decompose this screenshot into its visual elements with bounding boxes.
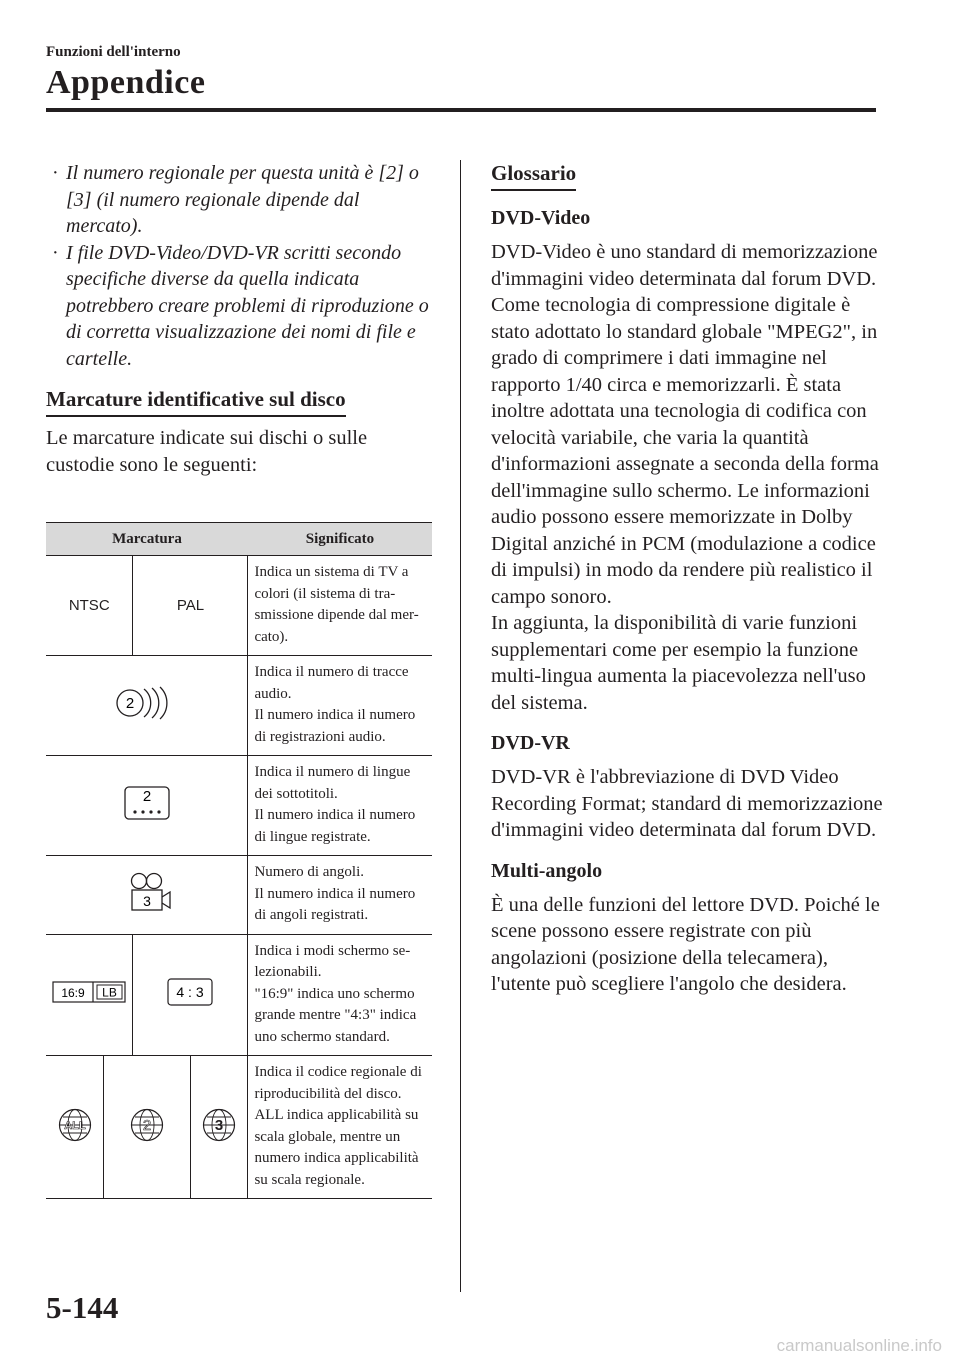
region-3-globe-icon (202, 1108, 236, 1142)
table-row (46, 1056, 432, 1199)
list-item: · Il numero regionale per questa unità è [2] o [3] (il numero regionale dipende dal mercato). (52, 162, 419, 237)
table-row (46, 656, 432, 756)
page-number: 5-144 (46, 1290, 119, 1325)
column-divider (460, 160, 461, 1292)
glossary-term: DVD-Video (491, 207, 591, 229)
page-title: Appendice (46, 64, 206, 101)
section-label: Funzioni dell'interno (46, 44, 181, 60)
region-all-label: ALL (64, 1119, 86, 1132)
watermark: carmanualsonline.info (776, 1336, 942, 1355)
table-cell: Indica i modi schermo se-lezionabili. "16:9" indica uno schermo grande mentre "4:3" indica uno schermo standard. (248, 934, 432, 1056)
region-3-number: 3 (215, 1116, 224, 1134)
letterbox-label: LB (102, 985, 118, 1000)
glossary-definition: DVD-Video è uno standard di memorizzazione d'immagini video determinata dal forum DVD. Come tecnologia di compressione digitale è stato adottato lo standard globale "MPEG2", in grado di comprimere i dati immagine nel rapporto 1/40 circa e memorizzarli. È stata inoltre adottata una tecnologia di codifica con velocità variabile, che varia la quantità d'informazioni assegnate a seconda della forma dell'immagine sullo schermo. Le informazioni audio possono essere memorizzate in Dolby Digital anziché in PCM (modulazione a codice di impulsi) in modo da rendere più realistico il campo sonoro. In aggiunta, la disponibilità di varie funzioni supplementari come per esempio la funzione multi-lingua aumenta la piacevolezza nell'uso del sistema. (491, 241, 879, 714)
glossary-definition: È una delle funzioni del lettore DVD. Poiché le scene possono essere registrate con più angolazioni (posizione della telecamera), l'utente può scegliere l'angolo che desidera. (491, 893, 880, 995)
camera-angles-number: 3 (142, 893, 151, 910)
list-item: · I file DVD-Video/DVD-VR scritti secondo specifiche diverse da quella indicata potrebbero creare problemi di riproduzione o di corretta visualizzazione dei nomi di file e cartelle. (52, 241, 429, 370)
table-cell: Indica un sistema di TV a colori (il sistema di tra-smissione dipende dal mer-cato). (248, 556, 432, 656)
ntsc-mark: NTSC (68, 596, 110, 614)
table-cell: Indica il numero di tracce audio. Il numero indica il numero di registrazioni audio. (248, 656, 432, 756)
audio-tracks-number: 2 (125, 695, 134, 712)
camera-angles-icon (123, 872, 171, 912)
ratio-4-3-label: 4 : 3 (176, 984, 205, 1001)
audio-tracks-icon (115, 686, 179, 720)
glossary-heading: Glossario (491, 160, 576, 191)
right-column (491, 160, 891, 998)
glossary-term: DVD-VR (491, 732, 570, 754)
pal-mark: PAL (176, 596, 205, 614)
glossary-term: Multi-angolo (491, 859, 603, 882)
header-rule (46, 108, 876, 112)
table-row (46, 556, 432, 656)
marks-table (46, 522, 432, 1199)
table-row (46, 856, 432, 935)
table-cell: Indica il numero di lingue dei sottotitoli. Il numero indica il numero di lingue registrate. (248, 756, 432, 856)
region-2-number: 2 (143, 1116, 152, 1134)
standard-screen-icon (167, 978, 213, 1006)
col-header-mark: Marcatura (46, 523, 248, 556)
marks-intro: Le marcature indicate sui dischi o sulle custodie sono le seguenti: (46, 427, 368, 476)
glossary-definition: DVD-VR è l'abbreviazione di DVD Video Recording Format; standard di memorizzazione d'immagini video determinata dal forum DVD. (491, 766, 883, 841)
table-cell: Indica il codice regionale di riproducibilità del disco. ALL indica applicabilità su scala globale, mentre un numero indica applicabilità su scala regionale. (248, 1056, 432, 1199)
col-header-meaning: Significato (248, 523, 432, 556)
subtitles-number: 2 (142, 788, 151, 805)
region-2-globe-icon (130, 1108, 164, 1142)
table-cell: Numero di angoli. Il numero indica il numero di angoli registrati. (248, 856, 432, 935)
table-row (46, 756, 432, 856)
left-column (46, 160, 432, 478)
widescreen-letterbox-icon (52, 981, 126, 1003)
table-row (46, 934, 432, 1056)
ratio-16-9-label: 16:9 (61, 986, 85, 1001)
marks-heading: Marcature identificative sul disco (46, 386, 346, 417)
subtitles-icon (124, 786, 170, 820)
notes-list (46, 160, 432, 372)
table-header-row (46, 523, 432, 556)
region-all-globe-icon (58, 1108, 92, 1142)
